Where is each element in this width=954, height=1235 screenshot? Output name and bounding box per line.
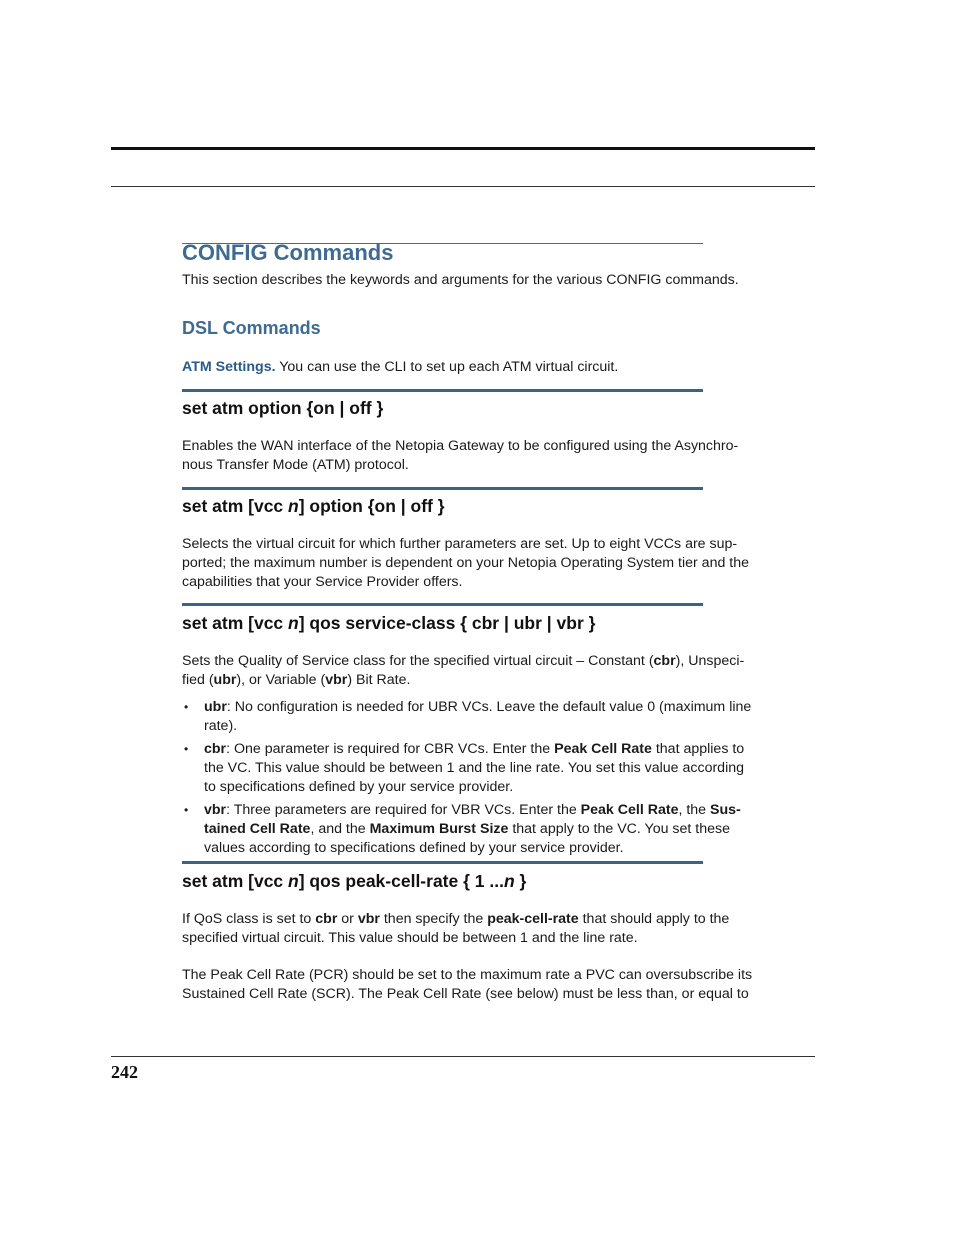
bullet-term: cbr [204, 741, 227, 757]
command-description [182, 652, 798, 690]
atm-settings-paragraph [182, 358, 798, 377]
text-part: : No configuration is needed for UBR VCs. Leave the default value 0 (maximum line [226, 699, 752, 715]
atm-settings-label: ATM Settings. [182, 359, 276, 375]
command-rule [182, 861, 703, 864]
text-part: peak-cell-rate [487, 911, 579, 927]
title-part: ] qos peak-cell-rate { 1 ... [298, 871, 504, 891]
text-part: that apply to the VC. You set these [508, 821, 731, 837]
title-variable: n [503, 871, 515, 891]
text-part: cbr [315, 911, 338, 927]
text-line: rate). [204, 718, 238, 734]
bullet-term: ubr [204, 699, 227, 715]
command-rule [182, 487, 703, 490]
service-class-list [182, 698, 798, 862]
text-line [204, 820, 798, 839]
command-paragraph [182, 966, 798, 1004]
text-part: fied ( [182, 672, 214, 688]
command-title [182, 613, 595, 634]
text-part: Maximum Burst Size [369, 821, 509, 837]
title-part: set atm [vcc [182, 871, 289, 891]
text-part: Sus- [710, 802, 741, 818]
text-line: Selects the virtual circuit for which further parameters are set. Up to eight VCCs are sup- [182, 536, 738, 552]
text-part: tained Cell Rate [204, 821, 311, 837]
list-item [182, 801, 798, 858]
text-line [182, 671, 798, 690]
page-number: 242 [111, 1062, 138, 1082]
term-cbr: cbr [653, 653, 676, 669]
text-part: Peak Cell Rate [580, 802, 679, 818]
text-line [204, 740, 798, 759]
command-description [182, 437, 798, 475]
command-rule [182, 603, 703, 606]
header-rule-thick [111, 147, 815, 150]
text-line [204, 801, 798, 820]
title-part: ] option {on | off } [298, 496, 445, 516]
command-title [182, 871, 526, 892]
text-part: vbr [357, 911, 380, 927]
text-line: Sustained Cell Rate (SCR). The Peak Cell Rate (see below) must be less than, or equal to [182, 986, 749, 1002]
section-title: CONFIG Commands [182, 240, 394, 265]
text-line: The Peak Cell Rate (PCR) should be set to the maximum rate a PVC can oversubscribe its [182, 967, 753, 983]
text-part: ), or Variable ( [236, 672, 326, 688]
footer-rule [111, 1056, 815, 1057]
text-line: specified virtual circuit. This value should be between 1 and the line rate. [182, 930, 638, 946]
text-part: : One parameter is required for CBR VCs. Enter the [226, 741, 555, 757]
list-item [182, 698, 798, 736]
title-part: } [514, 871, 527, 891]
text-part: If QoS class is set to [182, 911, 316, 927]
command-rule [182, 389, 703, 392]
text-line: values according to specifications defined by your service provider. [204, 840, 624, 856]
text-line: the VC. This value should be between 1 and the line rate. You set this value according [204, 760, 745, 776]
bullet-icon: • [184, 803, 189, 817]
title-variable: n [288, 613, 299, 633]
text-part: then specify the [379, 911, 488, 927]
text-part: , the [678, 802, 711, 818]
command-title [182, 496, 445, 517]
title-part: set atm [vcc [182, 496, 289, 516]
title-variable: n [288, 871, 299, 891]
atm-settings-text: You can use the CLI to set up each ATM virtual circuit. [275, 359, 619, 375]
command-description [182, 910, 798, 948]
term-ubr: ubr [213, 672, 237, 688]
text-part: that should apply to the [578, 911, 730, 927]
text-line: to specifications defined by your service provider. [204, 779, 514, 795]
text-line: Enables the WAN interface of the Netopia Gateway to be configured using the Asynchro- [182, 438, 739, 454]
text-part: ), Unspeci- [675, 653, 745, 669]
header-rule-thin [111, 186, 815, 187]
command-description [182, 535, 798, 592]
text-line [182, 652, 798, 671]
text-line [204, 698, 798, 717]
list-item [182, 740, 798, 797]
text-line: ported; the maximum number is dependent on your Netopia Operating System tier and the [182, 555, 750, 571]
text-part: ) Bit Rate. [347, 672, 411, 688]
text-part: or [337, 911, 358, 927]
bullet-icon: • [184, 742, 189, 756]
term-vbr: vbr [325, 672, 348, 688]
section-intro: This section describes the keywords and arguments for the various CONFIG commands. [182, 272, 739, 288]
title-variable: n [288, 496, 299, 516]
bullet-term: vbr [204, 802, 227, 818]
text-part: : Three parameters are required for VBR VCs. Enter the [226, 802, 581, 818]
command-title: set atm option {on | off } [182, 398, 384, 418]
text-line: nous Transfer Mode (ATM) protocol. [182, 457, 409, 473]
subsection-title: DSL Commands [182, 318, 321, 338]
text-part: Sets the Quality of Service class for the specified virtual circuit – Constant ( [182, 653, 654, 669]
text-line: capabilities that your Service Provider offers. [182, 574, 463, 590]
text-part: , and the [310, 821, 370, 837]
title-part: ] qos service-class { cbr | ubr | vbr } [298, 613, 596, 633]
text-part: that applies to [651, 741, 745, 757]
text-part: Peak Cell Rate [554, 741, 652, 757]
text-line [182, 910, 798, 929]
title-part: set atm [vcc [182, 613, 289, 633]
bullet-icon: • [184, 700, 189, 714]
